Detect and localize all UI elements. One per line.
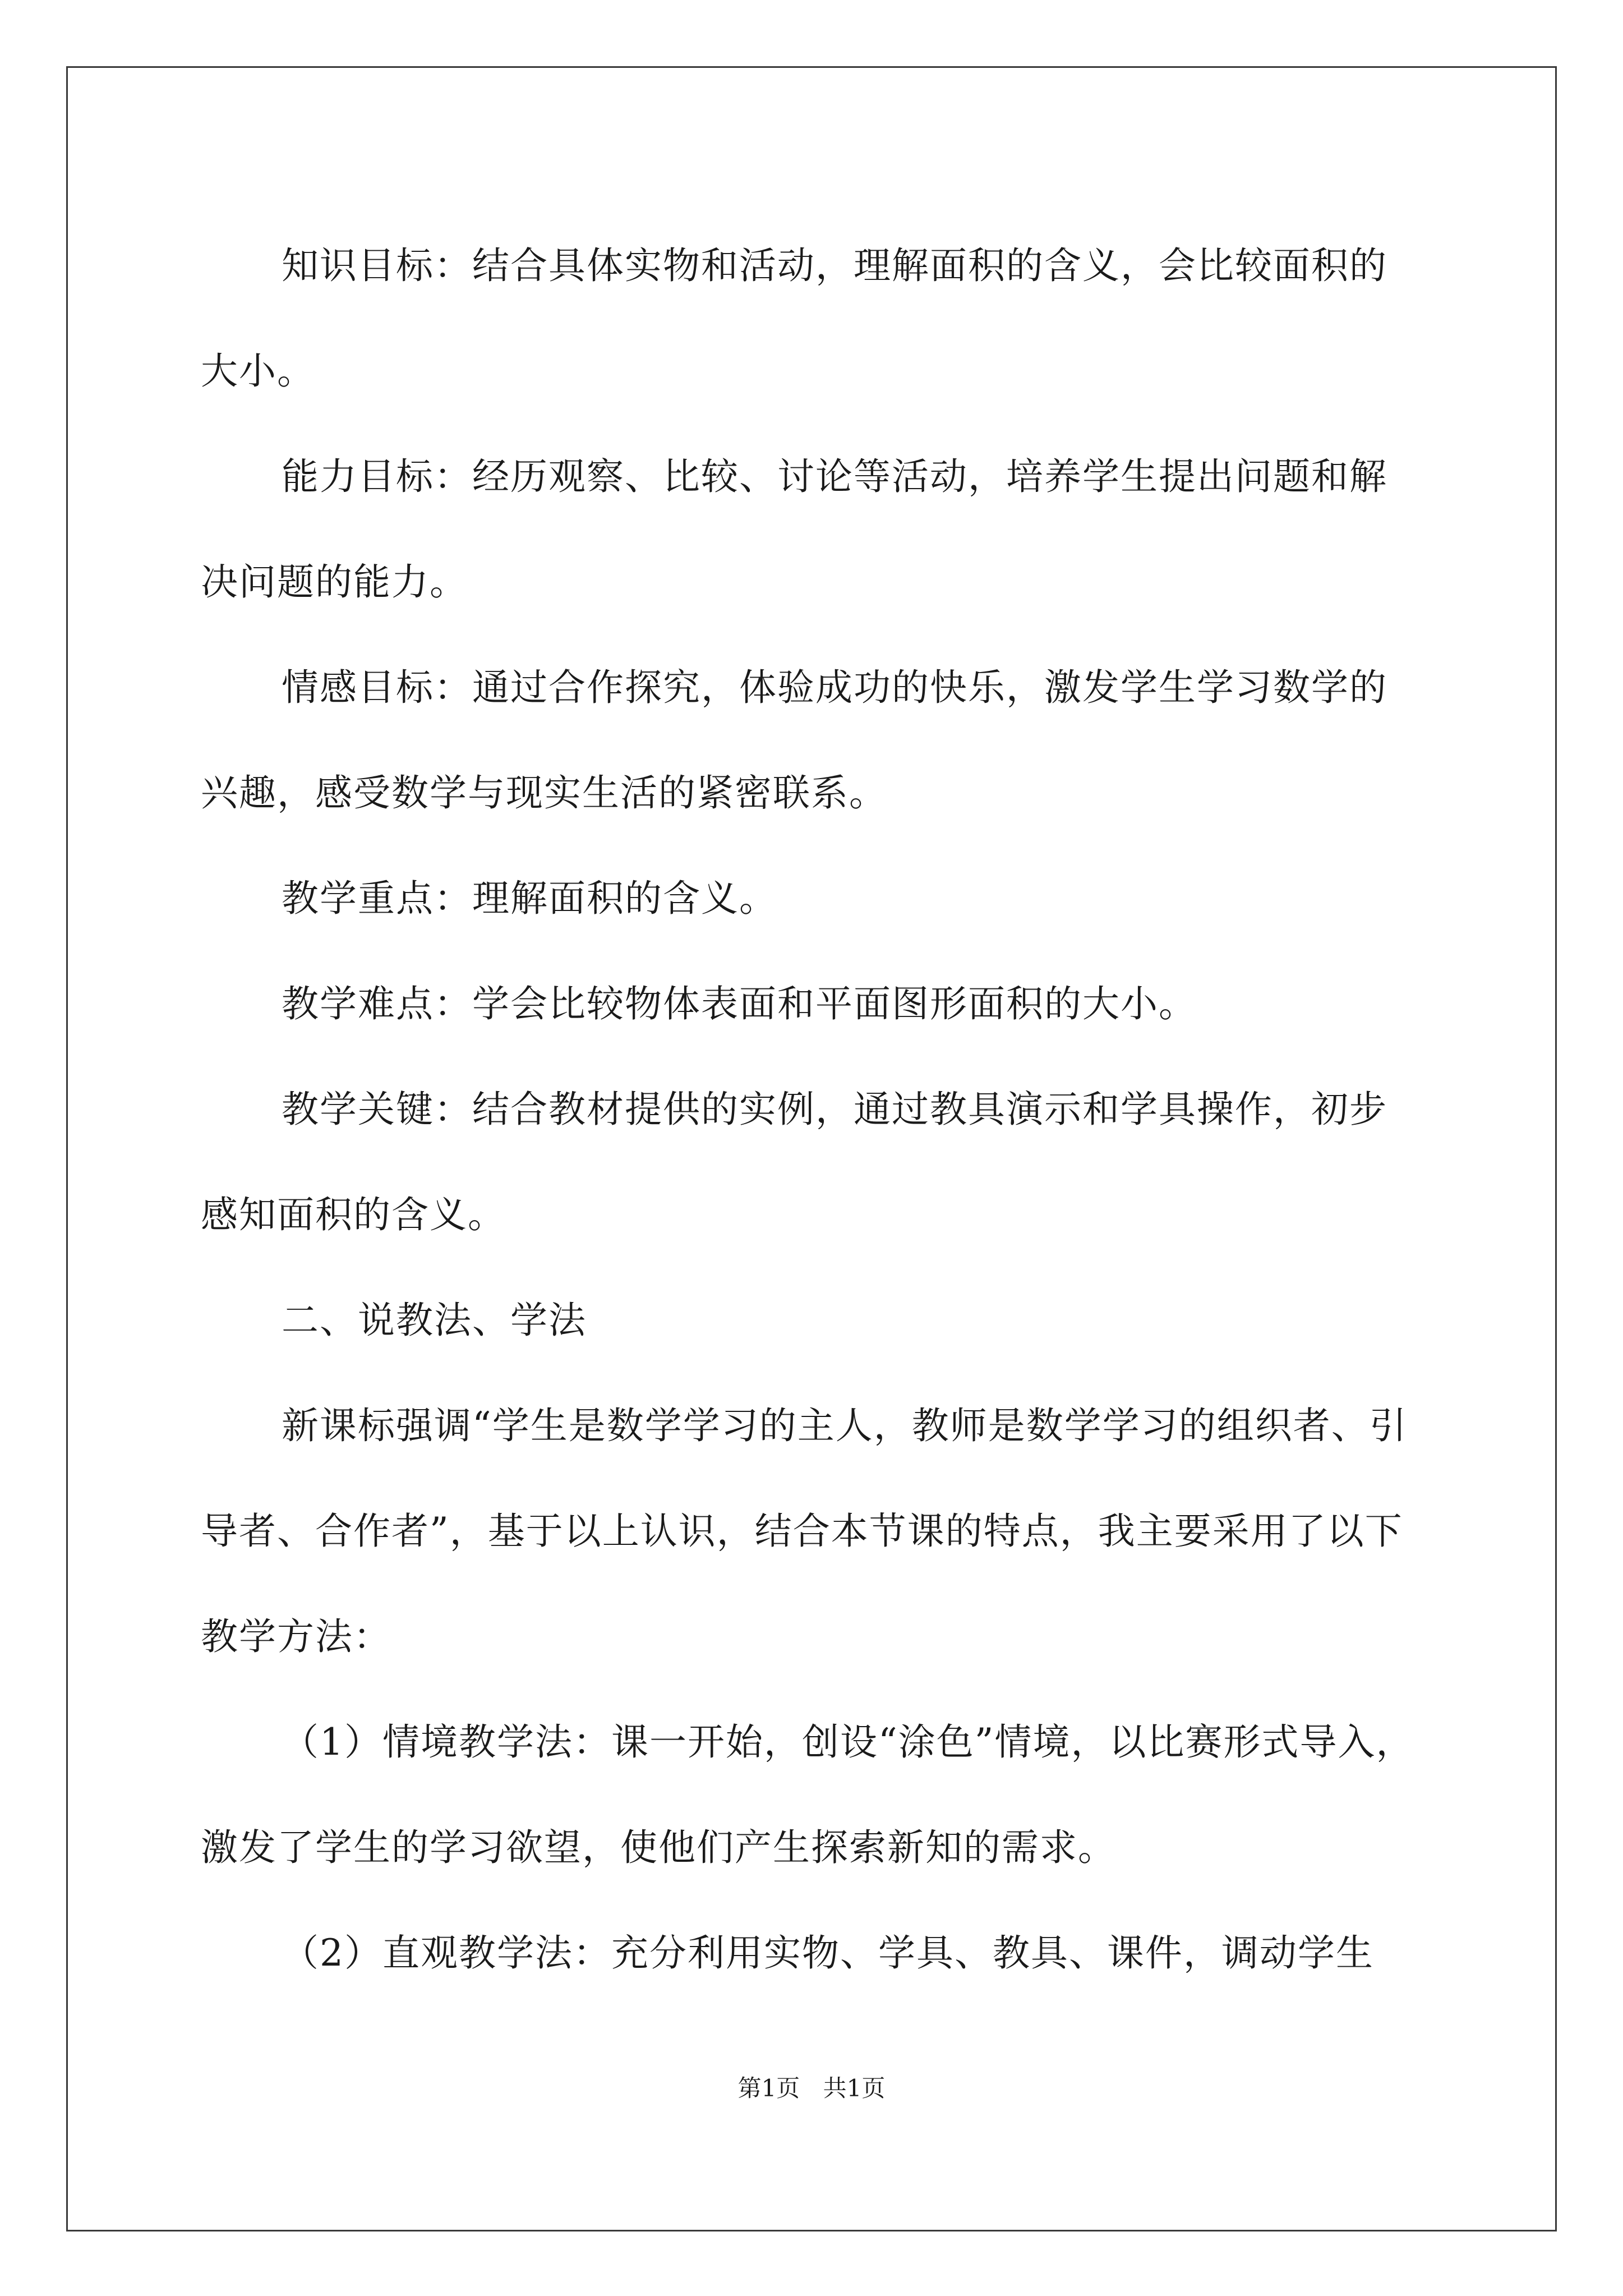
paragraph-new-curriculum: 新课标强调“学生是数学学习的主人，教师是数学学习的组织者、引导者、合作者”，基于以上认识，结合本节课的特点，我主要采用了以下教学方法： [201,1404,1408,1658]
paragraph-difficulty: 教学难点：学会比较物体表面和平面图形面积的大小。 [282,982,1197,1025]
paragraph-teaching-key: 教学关键：结合教材提供的实例，通过教具演示和学具操作，初步感知面积的含义。 [201,1088,1387,1236]
paragraph-emotion-goal: 情感目标：通过合作探究，体验成功的快乐，激发学生学习数学的兴趣，感受数学与现实生活的紧密联系。 [201,666,1387,815]
section-heading-methods: 二、说教法、学法 [282,1299,587,1342]
paragraph-intuitive-method: （2）直观教学法：充分利用实物、学具、教具、课件，调动学生 [282,1931,1374,1975]
paragraph-key-point: 教学重点：理解面积的含义。 [282,877,777,920]
page-total: 共1页 [823,2074,886,2102]
paragraph-situation-method: （1）情境教学法：课一开始，创设“涂色”情境，以比赛形式导入，激发了学生的学习欲望，使他们产生探索新知的需求。 [201,1720,1414,1869]
page-footer [0,2070,1623,2104]
page-number: 第1页 [737,2074,800,2102]
paragraph-ability-goal: 能力目标：经历观察、比较、讨论等活动，培养学生提出问题和解决问题的能力。 [201,455,1387,604]
document-body [201,213,1423,2006]
paragraph-knowledge-goal: 知识目标：结合具体实物和活动，理解面积的含义，会比较面积的大小。 [201,244,1387,393]
